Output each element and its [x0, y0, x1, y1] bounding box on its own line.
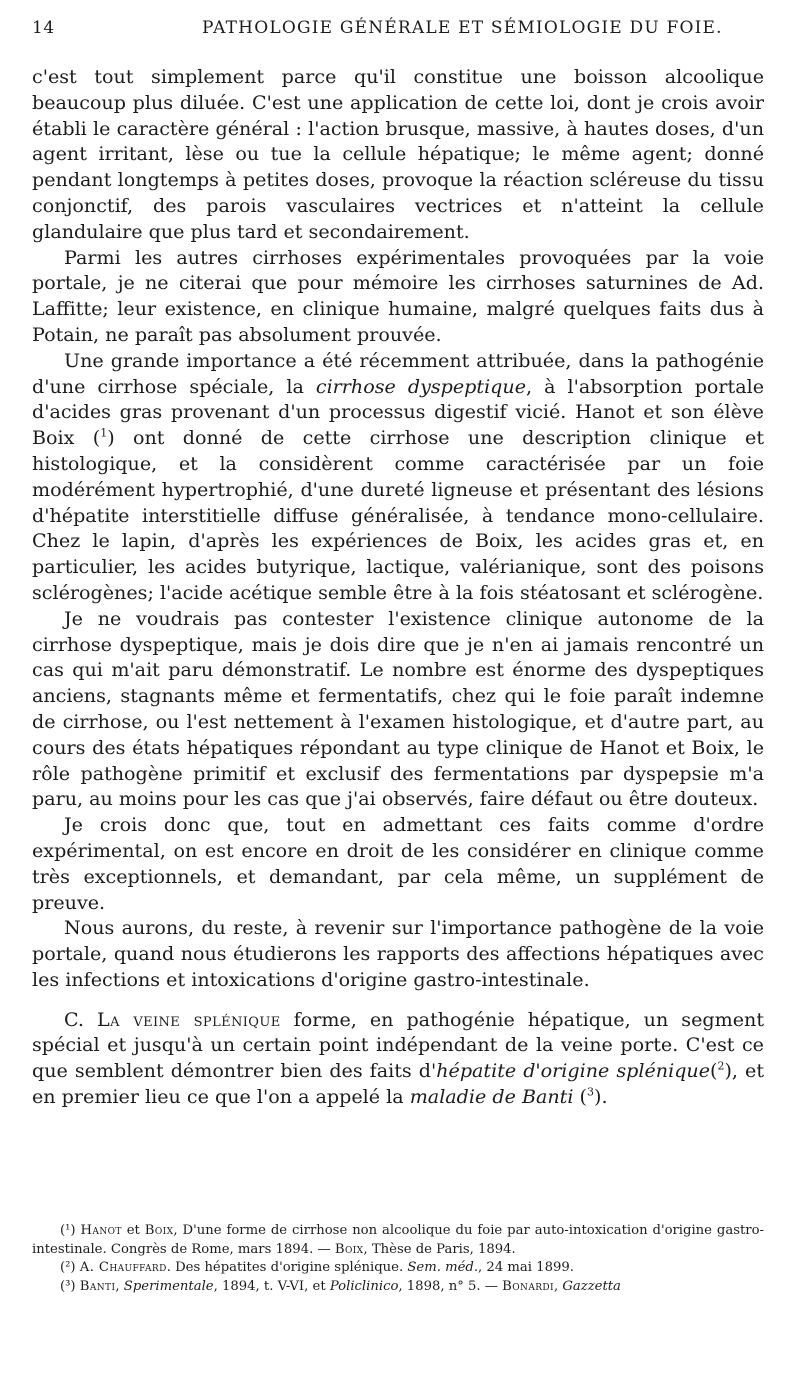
body-text	[32, 64, 764, 1110]
paragraph-7-text-c: ).	[594, 1085, 608, 1109]
footnote-author: Banti	[79, 1278, 116, 1294]
footnote-2-mark: (²)	[60, 1260, 76, 1275]
section-heading-veine-splenique: La veine splénique	[97, 1007, 281, 1031]
term-maladie-de-banti: maladie de Banti	[409, 1085, 574, 1109]
paragraph-3	[32, 348, 764, 606]
paragraph-7-text-b2: (	[573, 1085, 587, 1109]
paragraph-6: Nous aurons, du reste, à revenir sur l'importance pathogène de la voie portale, quand nous étudierons les rapports des affections hépatiques avec les infections et intoxications d'origine gastro-intestinale.	[32, 916, 764, 991]
page-number: 14	[32, 18, 55, 38]
footnote-author: Boix	[144, 1223, 174, 1238]
footnote-journal: Sem. méd.	[407, 1260, 479, 1275]
section-label: C.	[64, 1007, 98, 1031]
footnote-author: A. Chauffard	[79, 1260, 167, 1275]
footnote-1-mark: (¹)	[60, 1223, 76, 1238]
paragraph-7-text-a: forme, en pathogénie hépatique, un segment spécial et jusqu'à un certain point indépendant de la veine porte. C'est ce que semblent démontrer bien des faits d'	[32, 1007, 764, 1083]
footnote-journal: Policlinico	[329, 1278, 399, 1294]
footnote-ref-1: 1	[100, 426, 108, 440]
footnote-text: , D'une forme de cirrhose non alcoolique du foie par auto-intoxication d'origine gastro-intestinale. Congrès de Rome, mars 1894. —	[32, 1223, 764, 1257]
footnote-text: , 1898, n° 5. —	[398, 1278, 503, 1294]
running-header	[32, 18, 762, 44]
running-title: PATHOLOGIE GÉNÉRALE ET SÉMIOLOGIE DU FOIE.	[202, 18, 723, 38]
footnote-author: Boix	[334, 1241, 364, 1257]
paragraph-2: Parmi les autres cirrhoses expérimentales provoquées par la voie portale, je ne citerai que pour mémoire les cirrhoses saturnines de Ad. Laffitte; leur existence, en clinique humaine, malgré quelques faits dus à Potain, ne paraît pas absolument prouvée.	[32, 245, 764, 346]
footnote-2	[32, 1259, 764, 1278]
footnote-3-mark: (³)	[60, 1278, 76, 1294]
paragraph-7-text-a2: (	[710, 1059, 718, 1083]
paragraph-3-text-b: , à l'absorption portale d'acides gras provenant d'un processus digestif vicié. Hanot et son élève Boix (	[32, 374, 765, 450]
term-hepatite-origine-splenique: hépatite d'origine splénique	[436, 1059, 711, 1083]
footnote-text: , 1894, t. V-VI, et	[213, 1278, 330, 1294]
footnote-author: Bonardi	[502, 1278, 554, 1294]
footnote-text: , Thèse de Paris, 1894.	[363, 1241, 516, 1257]
footnote-text: ,	[553, 1278, 563, 1294]
footnote-author: Hanot	[80, 1223, 122, 1238]
footnote-1	[32, 1222, 764, 1259]
paragraph-4: Je ne voudrais pas contester l'existence clinique autonome de la cirrhose dyspeptique, mais je dois dire que je n'en ai jamais rencontré un cas qui m'ait paru démonstratif. Le nombre est énorme des dyspeptiques anciens, stagnants même et fermentatifs, chez qui le foie paraît indemne de cirrhose, ou l'est nettement à l'examen histologique, et d'autre part, au cours des états hépatiques répondant au type clinique de Hanot et Boix, le rôle pathogène primitif et exclusif des fermentations par dyspepsie m'a paru, au moins pour les cas que j'ai observés, faire défaut ou être douteux.	[32, 606, 764, 811]
paragraph-1: c'est tout simplement parce qu'il constitue une boisson alcoolique beaucoup plus diluée. C'est une application de cette loi, dont je crois avoir établi le caractère général : l'action brusque, massive, à hautes doses, d'un agent irritant, lèse ou tue la cellule hépatique; le même agent; donné pendant longtemps à petites doses, provoque la réaction scléreuse du tissu conjonctif, des parois vasculaires vectrices et n'atteint la cellule glandulaire que plus tard et secondairement.	[32, 65, 764, 243]
paragraph-3-text-a: Une grande importance a été récemment attribuée, dans la pathogénie d'une cirrhose spéciale, la	[32, 348, 764, 398]
footnote-text: , 24 mai 1899.	[478, 1260, 574, 1275]
term-cirrhose-dyspeptique: cirrhose dyspeptique	[315, 374, 526, 398]
footnote-text: et	[121, 1223, 145, 1238]
footnote-journal: Sperimentale	[123, 1278, 214, 1294]
paragraph-7-text-b: ), et en premier lieu ce que l'on a appelé la	[32, 1059, 765, 1109]
footnote-ref-3: 3	[587, 1085, 594, 1099]
footnote-3	[32, 1278, 764, 1297]
paragraph-5: Je crois donc que, tout en admettant ces faits comme d'ordre expérimental, on est encore en droit de les considérer en clinique comme très exceptionnels, et demandant, par cela même, un supplément de preuve.	[32, 813, 764, 914]
paragraph-7	[32, 1007, 764, 1110]
footnote-ref-2: 2	[717, 1059, 725, 1073]
footnote-text: ,	[115, 1278, 124, 1294]
footnotes	[32, 1222, 764, 1296]
paragraph-3-text-c: ) ont donné de cette cirrhose une description clinique et histologique, et la considèrent comme caractérisée par un foie modérément hypertrophié, d'une dureté ligneuse et présentant des lésions d'hépatite interstitielle diffuse généralisée, à tendance mono-cellulaire. Chez le lapin, d'après les expériences de Boix, les acides gras et, en particulier, les acides butyrique, lactique, valérianique, sont des poisons sclérogènes; l'acide acétique semble être à la fois stéatosant et sclérogène.	[32, 426, 764, 604]
footnote-journal: Gazzetta	[562, 1278, 621, 1294]
footnote-text: . Des hépatites d'origine splénique.	[166, 1260, 408, 1275]
